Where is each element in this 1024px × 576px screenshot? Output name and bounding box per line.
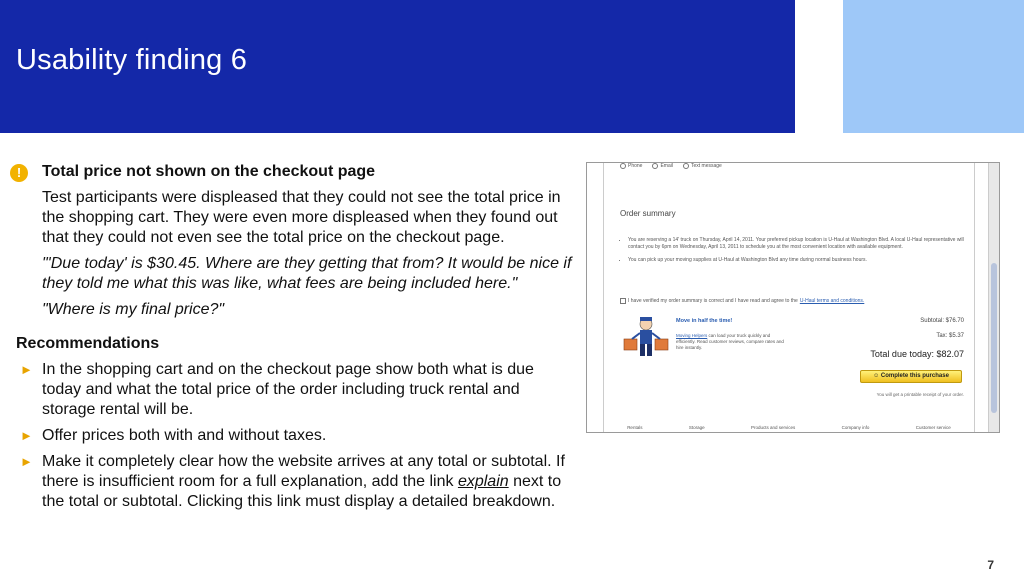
complete-purchase-button[interactable]: ☺ Complete this purchase — [860, 370, 962, 383]
recommendation-item — [0, 426, 575, 446]
recommendation-item — [0, 360, 575, 420]
terms-link[interactable]: U-Haul terms and conditions. — [799, 298, 865, 304]
footer-link[interactable]: Products and services — [750, 425, 796, 430]
recommendations-heading: Recommendations — [16, 335, 160, 352]
order-summary-title: Order summary — [620, 209, 676, 218]
moving-helpers-link[interactable]: Moving Helpers — [676, 333, 708, 338]
order-summary-bullet: • You can pick up your moving supplies at U-Haul at Washington Blvd any time during normal business hours. — [628, 257, 973, 264]
page-number: 7 — [987, 558, 994, 572]
slide-content — [0, 160, 575, 518]
order-summary-bullet: • You are reserving a 14' truck on Thursday, April 14, 2011. Your preferred pickup location is U-Haul at Washington Blvd. A local U-Haul representative will contact you by 6pm on Wednesday, April 13, 2011 to schedule you at the most convenient location with available equipment. — [628, 237, 973, 251]
checkout-screenshot — [586, 162, 1000, 433]
footer-link[interactable]: Company info — [841, 425, 870, 430]
exclamation-warning-icon: ! — [10, 164, 28, 182]
footer-link[interactable]: Customer service — [915, 425, 951, 430]
order-summary-bullets — [620, 237, 973, 270]
tax: Tax: $5.37 — [936, 333, 964, 339]
arrow-right-icon: ► — [20, 428, 33, 443]
finding-description: Test participants were displeased that they could not see the total price in the shopping cart. They were even more displeased when they found out that they could not even see the total price on the checkout page. — [42, 189, 561, 246]
slide-title: Usability finding 6 — [16, 44, 248, 76]
finding-quote-2: "Where is my final price?" — [42, 301, 225, 318]
checkout-page — [603, 163, 975, 432]
arrow-right-icon: ► — [20, 362, 33, 377]
recommendation-text: In the shopping cart and on the checkout page show both what is due today and what the total price of the order including truck rental and storage rental will be. — [42, 361, 534, 418]
contact-option[interactable]: Email — [652, 163, 673, 169]
check-icon: ☺ — [873, 373, 880, 379]
subtotal: Subtotal: $76.70 — [920, 318, 964, 324]
radio-icon — [652, 163, 658, 169]
accent-box — [843, 0, 1024, 133]
receipt-note: You will get a printable receipt of your order. — [876, 392, 964, 397]
recommendation-item — [0, 452, 575, 512]
total-due-today: Total due today: $82.07 — [870, 349, 964, 359]
contact-option[interactable]: Phone — [620, 163, 642, 169]
finding — [0, 162, 575, 320]
scrollbar-thumb[interactable] — [991, 263, 997, 413]
contact-options — [620, 163, 722, 169]
site-footer — [604, 425, 974, 430]
explain-link[interactable]: explain — [457, 473, 509, 490]
footer-link[interactable]: Rentals — [627, 425, 643, 430]
footer-link[interactable]: Storage — [688, 425, 705, 430]
arrow-right-icon: ► — [20, 454, 33, 469]
move-promo-text: Moving Helpers can load your truck quickly and efficiently. Read customer reviews, compare rates and hire instantly. — [676, 333, 784, 350]
screenshot-scrollbar[interactable] — [988, 163, 999, 432]
finding-quote-1: "'Due today' is $30.45. Where are they getting that from? It would be nice if they told me what this was like, what fees are being included here." — [42, 255, 572, 292]
recommendation-text: Offer prices both with and without taxes. — [42, 427, 327, 444]
radio-icon — [620, 163, 626, 169]
recommendation-text-before: Make it completely clear how the website arrives at any total or subtotal. If there is insufficient room for a full explanation, add the link — [42, 453, 565, 490]
finding-heading: Total price not shown on the checkout page — [42, 163, 376, 180]
move-promo-title: Move in half the time! — [676, 318, 733, 324]
terms-checkbox-row[interactable]: I have verified my order summary is correct and I have read and agree to the U-Haul terms and conditions. — [620, 298, 864, 304]
checkbox-icon[interactable] — [620, 298, 626, 304]
radio-icon — [683, 163, 689, 169]
moving-helper-mascot-icon — [620, 315, 672, 359]
recommendation-text-after: next to the total or subtotal. Clicking this link must display a detailed breakdown. — [42, 473, 562, 510]
contact-option[interactable]: Text message — [683, 163, 722, 169]
recommendations-list — [0, 360, 575, 512]
